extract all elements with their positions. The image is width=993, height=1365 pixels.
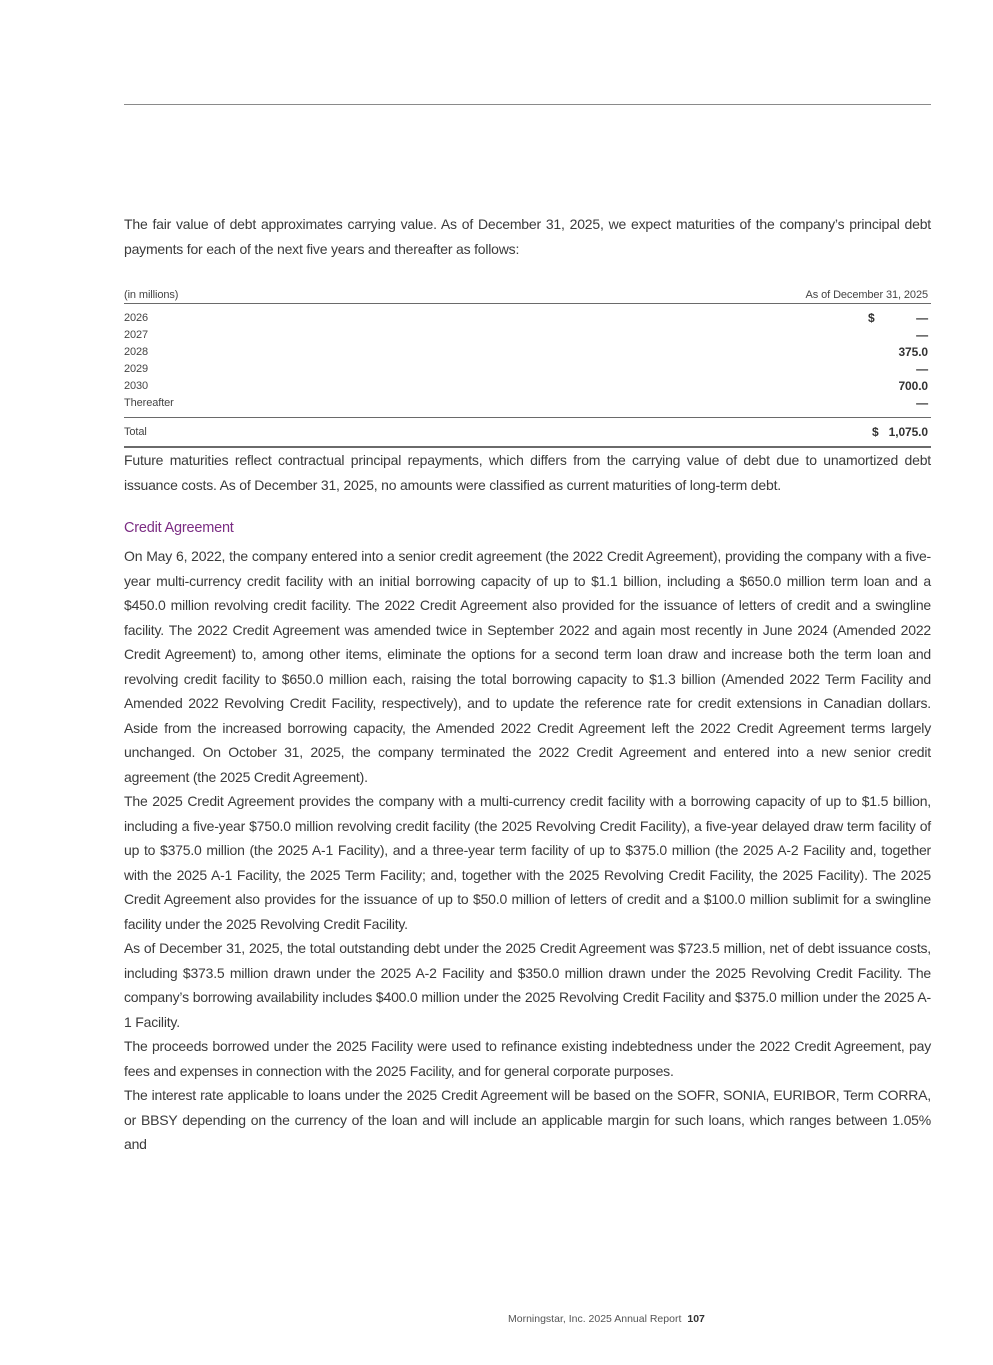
table-row [124,395,931,412]
row-label: 2028 [124,346,149,358]
total-currency-symbol: $ [872,425,879,439]
total-label: Total [124,426,147,438]
column-label: As of December 31, 2025 [805,289,928,301]
intro-paragraph: The fair value of debt approximates carrying value. As of December 31, 2025, we expect maturities of the company’s principal debt payments for each of the next five years and thereafter as follows: [124,216,931,257]
total-value: 1,075.0 [888,425,928,439]
maturity-table [124,283,931,448]
row-value: — [916,362,928,376]
row-label: Thereafter [124,397,174,409]
row-value: — [916,311,928,325]
row-value: — [916,396,928,410]
currency-symbol: $ [868,311,875,325]
table-total-row [124,417,931,448]
after-table-paragraph: Future maturities reflect contractual principal repayments, which differs from the carrying value of debt due to unamortized debt issuance costs. As of December 31, 2025, no amounts were classified as current maturities of long-term debt. [124,452,931,493]
header-rule [124,104,931,105]
table-header [124,283,931,304]
table-body [124,304,931,417]
credit-paragraph-5: The interest rate applicable to loans under the 2025 Credit Agreement will be based on the SOFR, SONIA, EURIBOR, Term CORRA, or BBSY depending on the currency of the loan and will include an applicable margin for such loans, which ranges between 1.05% and [124,1087,931,1152]
credit-paragraph-2: The 2025 Credit Agreement provides the company with a multi-currency credit facility with a borrowing capacity of up to $1.5 billion, including a five-year $750.0 million revolving credit facility (the 2025 Revolving Credit Facility), a five-year delayed draw term facility of up to $375.0 million (the 2025 A-1 Facility), and a three-year term facility of up to $375.0 million (the 2025 A-2 Facility and, together with the 2025 A-1 Facility, the 2025 Term Facility; and, together with the 2025 Revolving Credit Facility, the 2025 Facility). The 2025 Credit Agreement also provides for the issuance of up to $50.0 million of letters of credit and a $100.0 million sublimit for a swingline facility under the 2025 Revolving Credit Facility. [124,793,931,932]
footer-text: Morningstar, Inc. 2025 Annual Report [508,1313,682,1325]
row-label: 2030 [124,380,149,392]
unit-label: (in millions) [124,289,179,301]
table-row [124,378,931,395]
section-heading: Credit Agreement [124,520,234,536]
row-label: 2029 [124,363,149,375]
row-label: 2026 [124,312,149,324]
table-row [124,327,931,344]
page-content [124,212,931,1157]
table-row [124,310,931,327]
page-number: 107 [687,1313,705,1325]
row-value: 700.0 [898,379,928,393]
table-row [124,344,931,361]
row-value: 375.0 [898,345,928,359]
row-value: — [916,328,928,342]
credit-paragraph-1: On May 6, 2022, the company entered into a senior credit agreement (the 2022 Credit Agreement), providing the company with a five-year multi-currency credit facility with an initial borrowing capacity of up to $1.1 billion, including a $650.0 million term loan and a $450.0 million revolving credit facility. The 2022 Credit Agreement also provided for the issuance of letters of credit and a swingline facility. The 2022 Credit Agreement was amended twice in September 2022 and again most recently in June 2024 (Amended 2022 Credit Agreement) to, among other items, eliminate the options for a second term loan draw and increase both the term loan and revolving credit facility to $650.0 million each, raising the total borrowing capacity to $1.3 billion (Amended 2022 Term Facility and Amended 2022 Revolving Credit Facility, respectively), and to update the reference rate for credit extensions in Canadian dollars. Aside from the increased borrowing capacity, the Amended 2022 Credit Agreement left the 2022 Credit Agreement terms largely unchanged. On October 31, 2025, the company terminated the 2022 Credit Agreement and entered into a new senior credit agreement (the 2025 Credit Agreement). [124,548,931,785]
credit-paragraph-3: As of December 31, 2025, the total outstanding debt under the 2025 Credit Agreement was $723.5 million, net of debt issuance costs, including $373.5 million drawn under the 2025 A-2 Facility and $350.0 million drawn under the 2025 Revolving Credit Facility. The company’s borrowing availability includes $400.0 million under the 2025 Revolving Credit Facility and $375.0 million under the 2025 A-1 Facility. [124,940,931,1030]
table-row [124,361,931,378]
row-label: 2027 [124,329,149,341]
credit-paragraph-4: The proceeds borrowed under the 2025 Facility were used to refinance existing indebtedness under the 2022 Credit Agreement, pay fees and expenses in connection with the 2025 Facility, and for general corporate purposes. [124,1038,931,1079]
